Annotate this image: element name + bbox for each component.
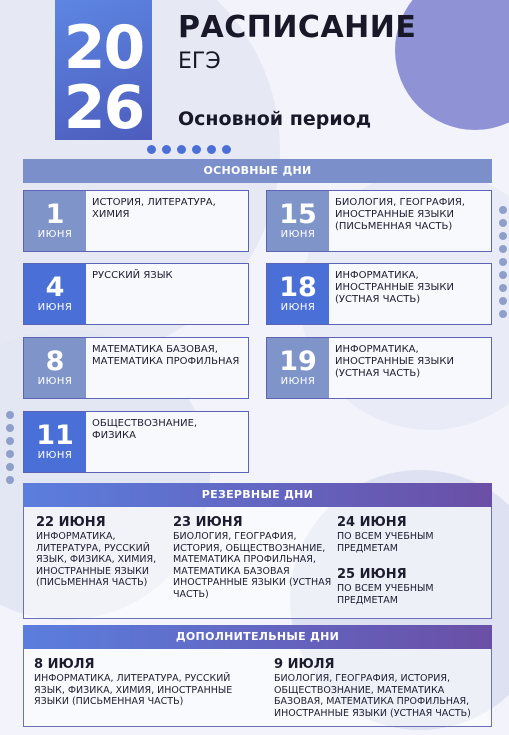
year-top: 20 bbox=[63, 13, 144, 83]
reserve-subjects: ПО ВСЕМ УЧЕБНЫМ ПРЕДМЕТАМ bbox=[337, 531, 434, 554]
exam-subjects: ИНФОРМАТИКА, ИНОСТРАННЫЕ ЯЗЫКИ (УСТНАЯ ЧАСТЬ) bbox=[335, 344, 454, 379]
page-subtitle: ЕГЭ bbox=[178, 49, 221, 74]
date-block bbox=[24, 412, 86, 472]
exam-card-jun-18 bbox=[266, 263, 492, 325]
exam-subjects: БИОЛОГИЯ, ГЕОГРАФИЯ, ИНОСТРАННЫЕ ЯЗЫКИ (ПИСЬМЕННАЯ ЧАСТЬ) bbox=[335, 197, 465, 232]
date-month: ИЮНЯ bbox=[37, 302, 73, 313]
extra-date: 8 ИЮЛЯ bbox=[34, 657, 95, 672]
year-bottom: 26 bbox=[63, 73, 144, 143]
date-block bbox=[267, 264, 329, 324]
exam-subjects: РУССКИЙ ЯЗЫК bbox=[92, 270, 173, 281]
exam-card-jun-19 bbox=[266, 337, 492, 399]
reserve-date: 23 ИЮНЯ bbox=[173, 515, 243, 530]
period-heading: Основной период bbox=[178, 108, 372, 130]
date-day: 15 bbox=[279, 199, 317, 230]
exam-subjects: ОБЩЕСТВОЗНАНИЕ, ФИЗИКА bbox=[92, 418, 198, 441]
reserve-date: 22 ИЮНЯ bbox=[36, 515, 106, 530]
extra-subjects: БИОЛОГИЯ, ГЕОГРАФИЯ, ИСТОРИЯ, ОБЩЕСТВОЗНАНИЕ, МАТЕМАТИКА БАЗОВАЯ, МАТЕМАТИКА ПРОФИЛЬНАЯ, ИНОСТРАННЫЕ ЯЗЫКИ (УСТНАЯ ЧАСТЬ) bbox=[274, 673, 471, 719]
extra-day bbox=[274, 657, 486, 719]
page-title: РАСПИСАНИЕ bbox=[178, 10, 417, 45]
exam-card-jun-4 bbox=[23, 263, 249, 325]
exam-subjects: ИСТОРИЯ, ЛИТЕРАТУРА, ХИМИЯ bbox=[92, 197, 216, 220]
extra-subjects: ИНФОРМАТИКА, ЛИТЕРАТУРА, РУССКИЙ ЯЗЫК, ФИЗИКА, ХИМИЯ, ИНОСТРАННЫЕ ЯЗЫКИ (ПИСЬМЕННАЯ ЧАСТЬ) bbox=[34, 673, 233, 707]
reserve-subjects: ПО ВСЕМ УЧЕБНЫМ ПРЕДМЕТАМ bbox=[337, 583, 434, 606]
date-month: ИЮНЯ bbox=[280, 229, 316, 240]
main-days-band: ОСНОВНЫЕ ДНИ bbox=[23, 159, 492, 183]
extra-days-panel bbox=[23, 649, 492, 727]
exam-subjects: ИНФОРМАТИКА, ИНОСТРАННЫЕ ЯЗЫКИ (УСТНАЯ ЧАСТЬ) bbox=[335, 270, 454, 305]
decorative-dots-left bbox=[6, 411, 14, 484]
extra-days-band: ДОПОЛНИТЕЛЬНЫЕ ДНИ bbox=[23, 625, 492, 649]
date-block bbox=[24, 264, 86, 324]
date-month: ИЮНЯ bbox=[280, 376, 316, 387]
reserve-days-panel bbox=[23, 507, 492, 619]
reserve-subjects: БИОЛОГИЯ, ГЕОГРАФИЯ, ИСТОРИЯ, ОБЩЕСТВОЗНАНИЕ, МАТЕМАТИКА ПРОФИЛЬНАЯ, МАТЕМАТИКА БАЗОВАЯ ИНОСТРАННЫЕ ЯЗЫКИ (УСТНАЯ ЧАСТЬ) bbox=[173, 531, 332, 600]
date-month: ИЮНЯ bbox=[37, 376, 73, 387]
reserve-subjects: ИНФОРМАТИКА, ЛИТЕРАТУРА, РУССКИЙ ЯЗЫК, ФИЗИКА, ХИМИЯ, ИНОСТРАННЫЕ ЯЗЫКИ (ПИСЬМЕННАЯ ЧАСТЬ) bbox=[36, 531, 157, 588]
exam-subjects: МАТЕМАТИКА БАЗОВАЯ, МАТЕМАТИКА ПРОФИЛЬНАЯ bbox=[92, 344, 240, 367]
reserve-day bbox=[173, 515, 335, 600]
date-day: 11 bbox=[36, 420, 74, 451]
exam-card-jun-8 bbox=[23, 337, 249, 399]
decorative-dots bbox=[147, 145, 231, 154]
reserve-date: 25 ИЮНЯ bbox=[337, 567, 407, 582]
date-day: 1 bbox=[45, 199, 65, 230]
date-month: ИЮНЯ bbox=[37, 450, 73, 461]
reserve-day bbox=[337, 515, 472, 554]
date-block bbox=[267, 338, 329, 398]
decorative-dots-right bbox=[499, 206, 507, 318]
date-day: 19 bbox=[279, 346, 317, 377]
date-month: ИЮНЯ bbox=[37, 229, 73, 240]
exam-card-jun-1 bbox=[23, 190, 249, 252]
reserve-day bbox=[337, 567, 472, 606]
year-block bbox=[55, 0, 152, 143]
date-block bbox=[24, 191, 86, 251]
date-month: ИЮНЯ bbox=[280, 302, 316, 313]
date-block bbox=[267, 191, 329, 251]
exam-card-jun-11 bbox=[23, 411, 249, 473]
reserve-days-band: РЕЗЕРВНЫЕ ДНИ bbox=[23, 483, 492, 507]
date-day: 4 bbox=[45, 272, 65, 303]
date-day: 8 bbox=[45, 346, 65, 377]
date-day: 18 bbox=[279, 272, 317, 303]
reserve-date: 24 ИЮНЯ bbox=[337, 515, 407, 530]
exam-card-jun-15 bbox=[266, 190, 492, 252]
reserve-day bbox=[36, 515, 181, 589]
date-block bbox=[24, 338, 86, 398]
extra-date: 9 ИЮЛЯ bbox=[274, 657, 335, 672]
extra-day bbox=[34, 657, 256, 708]
